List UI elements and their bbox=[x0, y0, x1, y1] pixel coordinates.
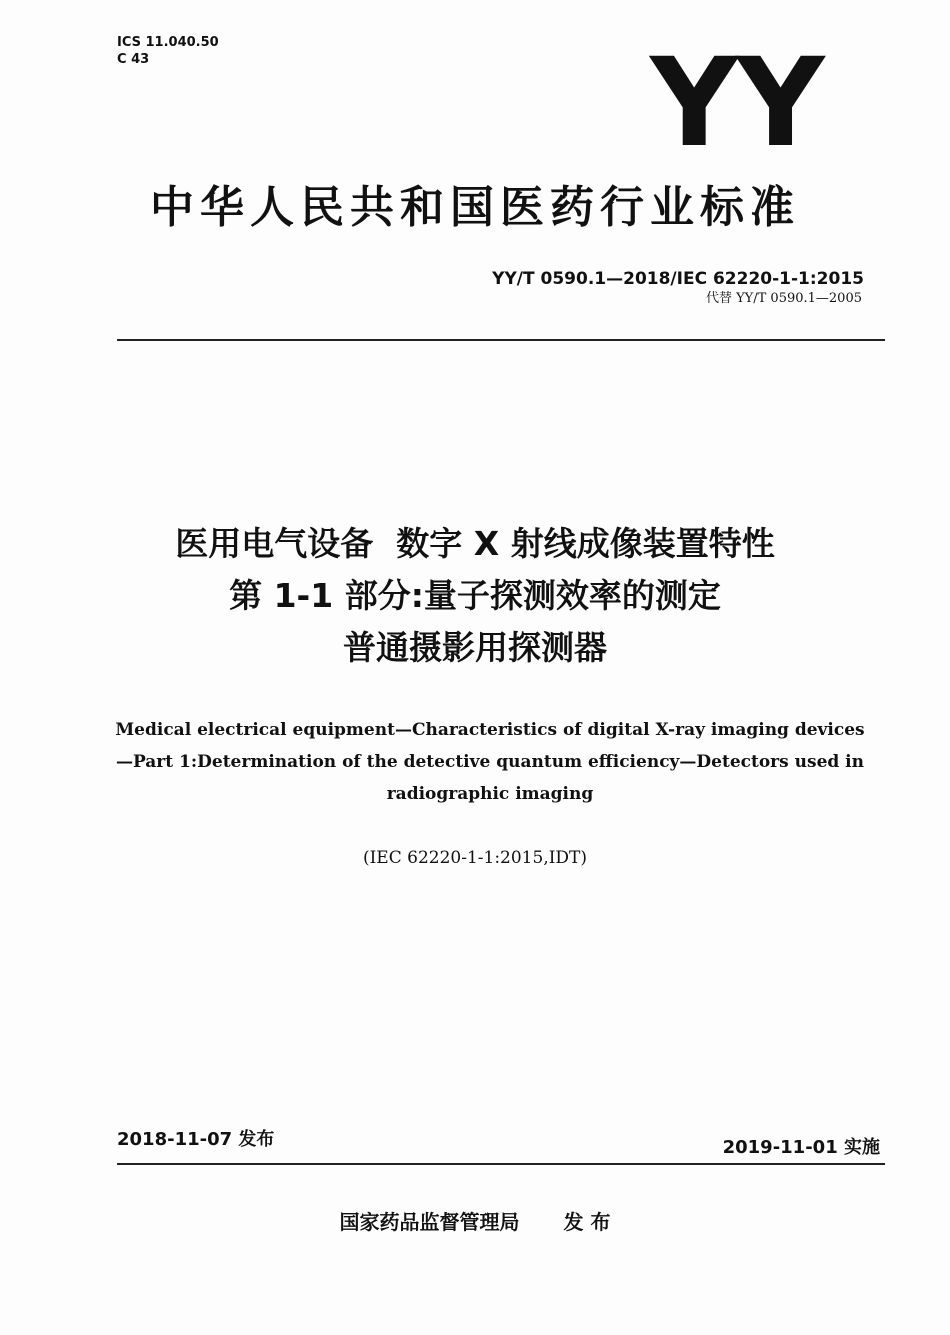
publish-date: 2018-11-07 发布 bbox=[117, 1129, 275, 1150]
chinese-title-line-2: 第 1-1 部分:量子探测效率的测定 bbox=[229, 576, 721, 615]
classification-codes bbox=[117, 34, 219, 68]
chinese-title bbox=[0, 518, 950, 674]
chinese-title-line-1: 医用电气设备 数字 X 射线成像装置特性 bbox=[175, 524, 775, 563]
top-divider bbox=[117, 339, 885, 341]
chinese-title-line-3: 普通摄影用探测器 bbox=[343, 628, 607, 667]
ics-code: ICS 11.040.50 bbox=[117, 35, 219, 50]
standard-logo: YY bbox=[650, 32, 823, 174]
implementation-date: 2019-11-01 实施 bbox=[722, 1137, 880, 1158]
english-title: Medical electrical equipment—Characteristics of digital X-ray imaging devices—Part 1:Determination of the detective quantum efficiency—Detectors used in radiographic imaging bbox=[115, 720, 865, 804]
organization-title: 中华人民共和国医药行业标准 bbox=[150, 182, 800, 233]
bottom-divider bbox=[117, 1163, 885, 1165]
standard-number: YY/T 0590.1—2018/IEC 62220-1-1:2015 bbox=[492, 269, 864, 289]
issuer bbox=[0, 1208, 950, 1236]
replaces-note: 代替 YY/T 0590.1—2005 bbox=[705, 291, 862, 306]
equivalence-note: (IEC 62220-1-1:2015,IDT) bbox=[362, 848, 588, 868]
issuer-action: 发 布 bbox=[563, 1210, 611, 1234]
issuer-name: 国家药品监督管理局 bbox=[339, 1210, 520, 1234]
ccs-code: C 43 bbox=[117, 52, 150, 67]
